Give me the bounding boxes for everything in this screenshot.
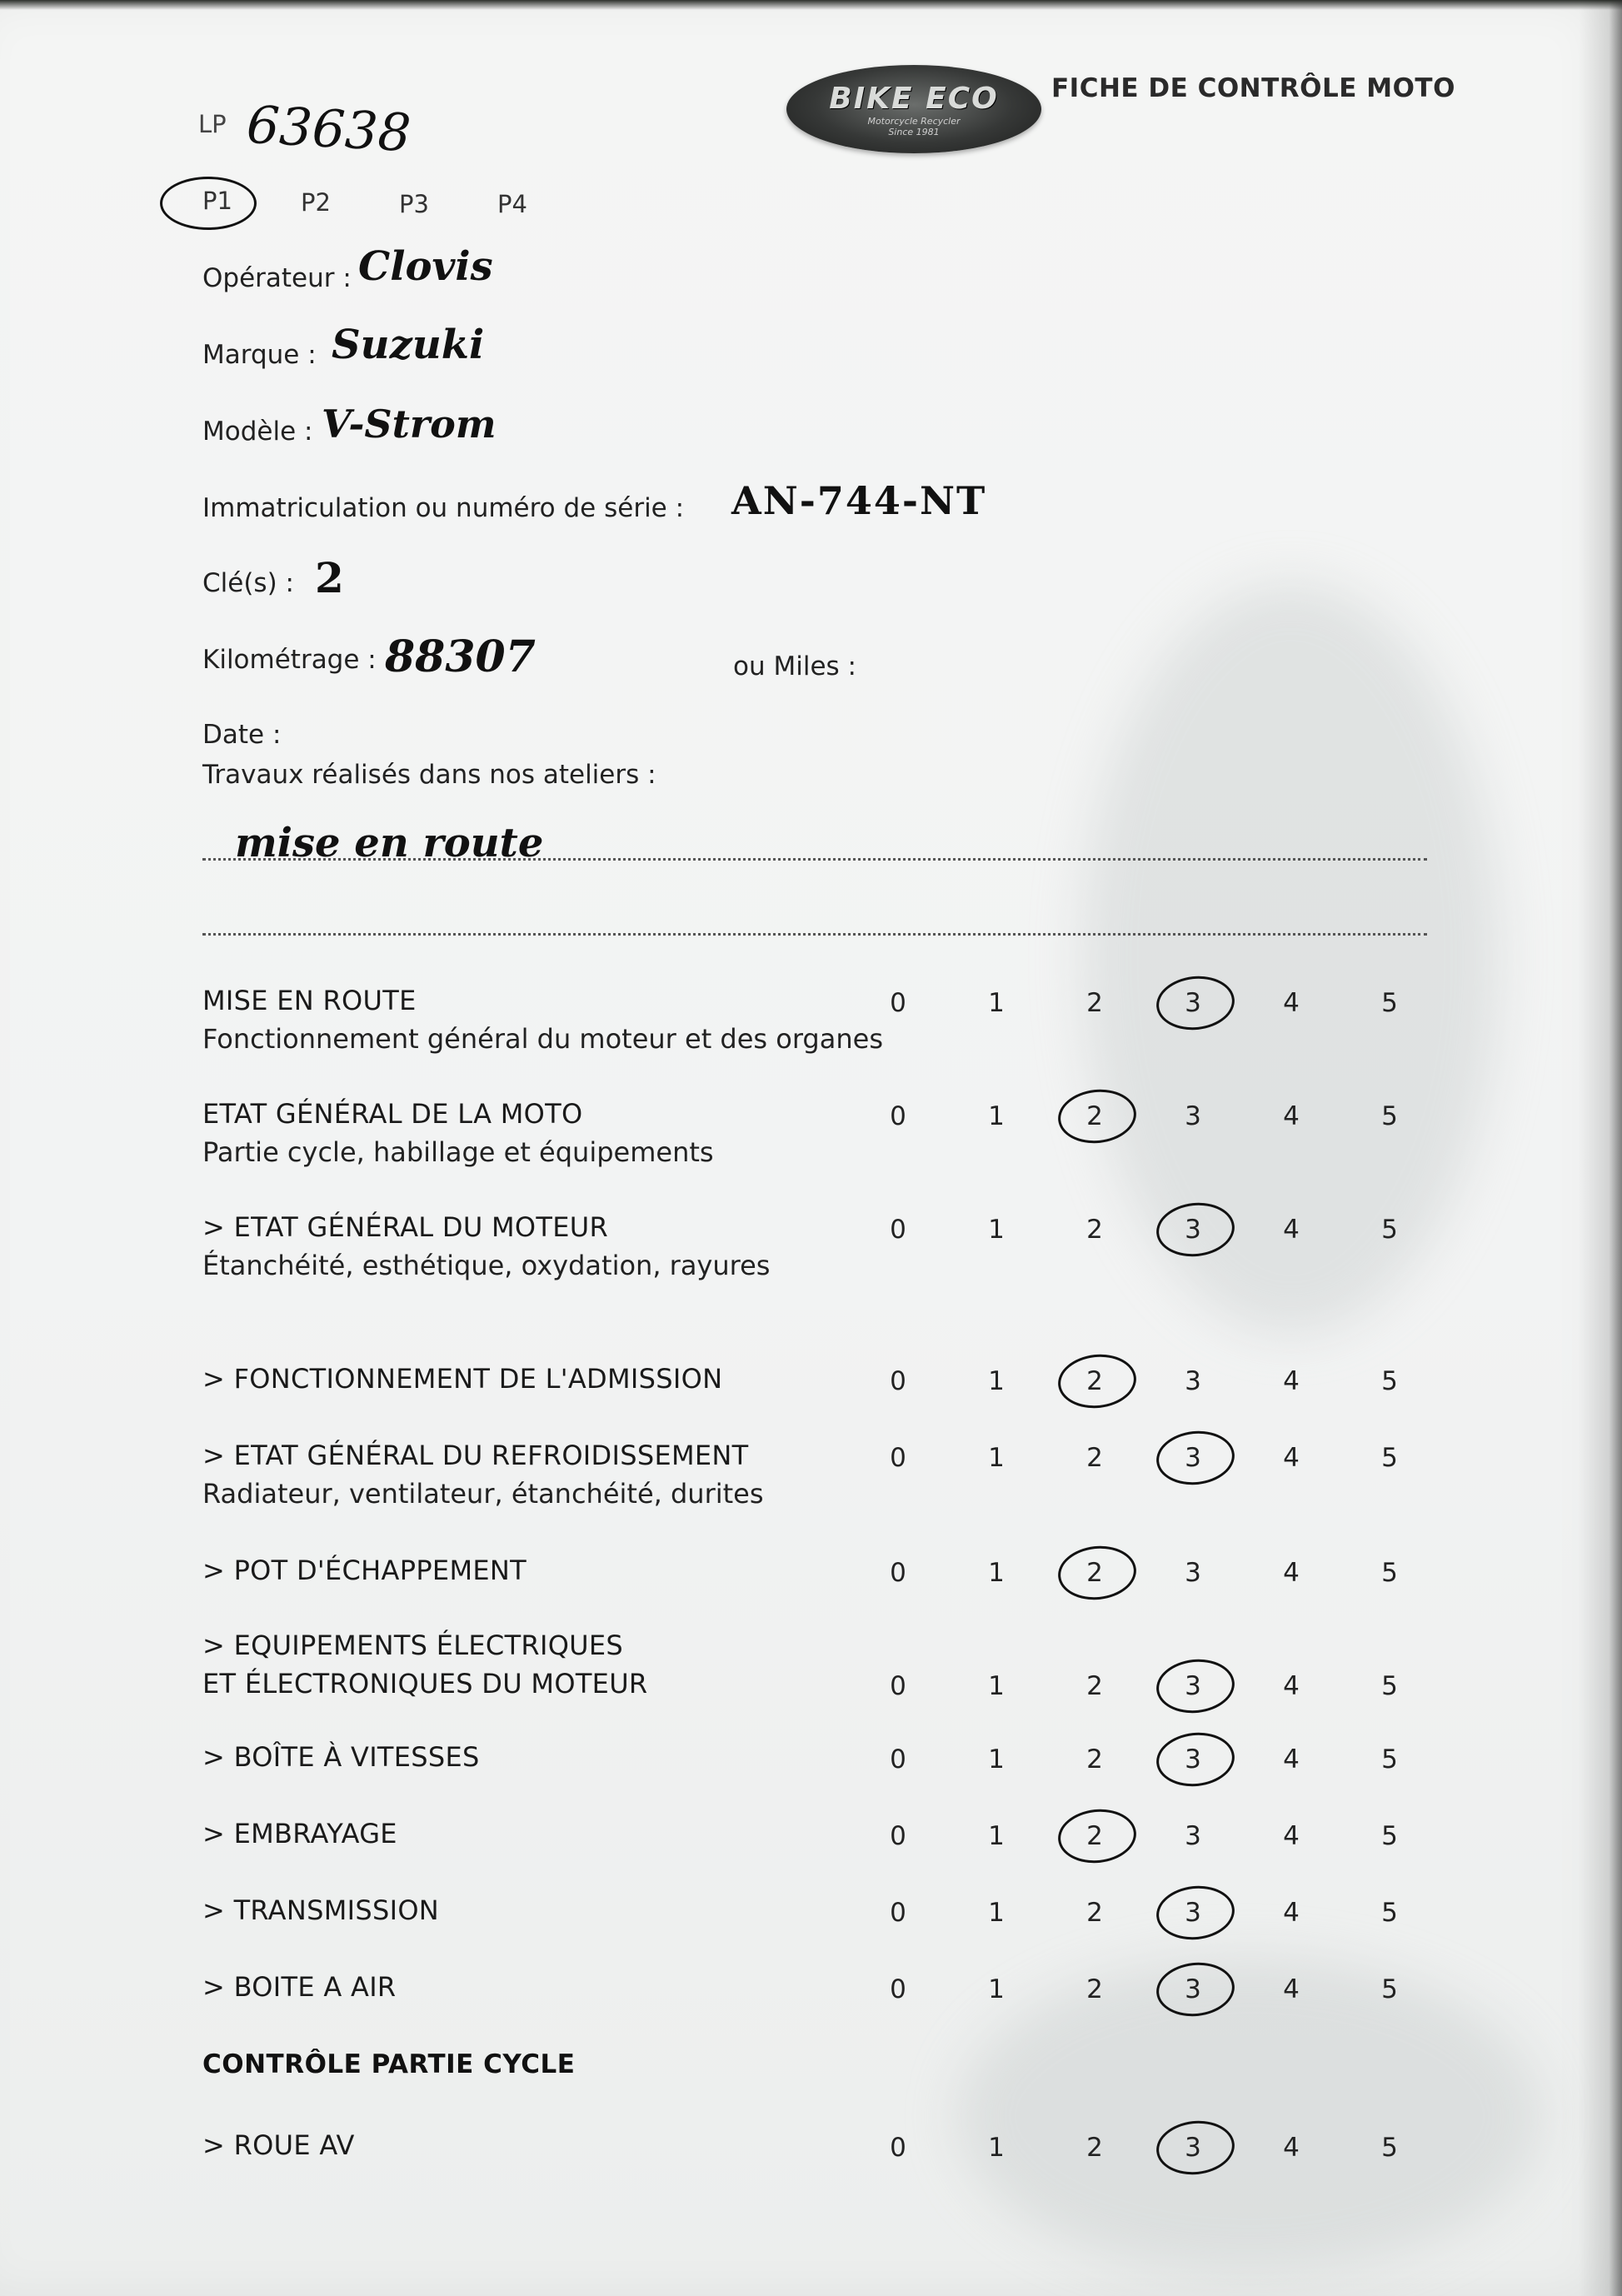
check-subtitle: Partie cycle, habillage et équipements (202, 1136, 714, 1168)
score-option-2[interactable]: 2 (1086, 1821, 1103, 1851)
score-option-3[interactable]: 3 (1185, 1558, 1201, 1588)
selected-score-circle (1056, 1350, 1139, 1411)
score-option-4[interactable]: 4 (1283, 1821, 1300, 1851)
score-option-0[interactable]: 0 (890, 2133, 906, 2163)
score-option-3[interactable]: 3 (1185, 1898, 1201, 1928)
score-option-0[interactable]: 0 (890, 1898, 906, 1928)
check-title: > ROUE AV (202, 2129, 355, 2161)
score-option-5[interactable]: 5 (1381, 1443, 1398, 1473)
logo-name: BIKE ECO (829, 81, 999, 116)
score-option-2[interactable]: 2 (1086, 1443, 1103, 1473)
score-option-1[interactable]: 1 (988, 1215, 1005, 1245)
position-option-p4[interactable]: P4 (497, 190, 527, 218)
selected-score-circle (1154, 1882, 1237, 1943)
score-option-1[interactable]: 1 (988, 1744, 1005, 1774)
score-option-4[interactable]: 4 (1283, 1898, 1300, 1928)
check-subtitle: Fonctionnement général du moteur et des organes (202, 1023, 883, 1055)
position-option-p3[interactable]: P3 (399, 190, 429, 218)
score-option-1[interactable]: 1 (988, 1366, 1005, 1396)
score-option-3[interactable]: 3 (1185, 988, 1201, 1018)
check-subtitle: Étanchéité, esthétique, oxydation, rayures (202, 1250, 771, 1281)
modele-label: Modèle : (202, 417, 313, 447)
score-option-2[interactable]: 2 (1086, 1558, 1103, 1588)
cles-value[interactable]: 2 (315, 553, 344, 602)
score-option-3[interactable]: 3 (1185, 1671, 1201, 1701)
score-option-3[interactable]: 3 (1185, 1443, 1201, 1473)
selected-score-circle (1056, 1805, 1139, 1866)
score-option-2[interactable]: 2 (1086, 1101, 1103, 1131)
score-option-5[interactable]: 5 (1381, 1821, 1398, 1851)
position-option-p2[interactable]: P2 (301, 188, 331, 217)
check-title: ETAT GÉNÉRAL DE LA MOTO (202, 1098, 583, 1130)
selected-score-circle (1154, 1427, 1237, 1488)
date-label: Date : (202, 720, 282, 750)
selected-score-circle (1154, 1655, 1237, 1716)
score-option-0[interactable]: 0 (890, 1671, 906, 1701)
check-title: > BOITE A AIR (202, 1971, 397, 2003)
check-title: MISE EN ROUTE (202, 985, 417, 1016)
check-subtitle: Radiateur, ventilateur, étanchéité, durites (202, 1478, 764, 1510)
score-option-0[interactable]: 0 (890, 988, 906, 1018)
score-option-3[interactable]: 3 (1185, 1101, 1201, 1131)
immatriculation-label: Immatriculation ou numéro de série : (202, 493, 685, 523)
score-option-4[interactable]: 4 (1283, 1443, 1300, 1473)
travaux-label: Travaux réalisés dans nos ateliers : (202, 760, 656, 790)
score-option-2[interactable]: 2 (1086, 1898, 1103, 1928)
cles-label: Clé(s) : (202, 568, 294, 598)
score-option-5[interactable]: 5 (1381, 1558, 1398, 1588)
check-title: > FONCTIONNEMENT DE L'ADMISSION (202, 1363, 723, 1395)
score-option-4[interactable]: 4 (1283, 1744, 1300, 1774)
bike-eco-logo (786, 65, 1041, 153)
score-option-3[interactable]: 3 (1185, 2133, 1201, 2163)
score-option-0[interactable]: 0 (890, 1744, 906, 1774)
operateur-value[interactable]: Clovis (358, 243, 493, 290)
score-option-5[interactable]: 5 (1381, 1744, 1398, 1774)
logo-since: Since 1981 (888, 126, 940, 137)
score-option-0[interactable]: 0 (890, 1366, 906, 1396)
score-option-5[interactable]: 5 (1381, 1101, 1398, 1131)
score-option-4[interactable]: 4 (1283, 1671, 1300, 1701)
selected-score-circle (1154, 1729, 1237, 1789)
score-option-5[interactable]: 5 (1381, 1671, 1398, 1701)
score-option-1[interactable]: 1 (988, 2133, 1005, 2163)
kilometrage-label: Kilométrage : (202, 645, 377, 675)
section-heading-cycle: CONTRÔLE PARTIE CYCLE (202, 2049, 576, 2079)
score-option-1[interactable]: 1 (988, 1101, 1005, 1131)
score-option-1[interactable]: 1 (988, 1671, 1005, 1701)
marque-label: Marque : (202, 340, 317, 370)
lp-number: 63638 (245, 93, 413, 164)
score-option-5[interactable]: 5 (1381, 2133, 1398, 2163)
score-option-4[interactable]: 4 (1283, 1558, 1300, 1588)
score-option-3[interactable]: 3 (1185, 1744, 1201, 1774)
score-option-0[interactable]: 0 (890, 1974, 906, 2004)
score-option-2[interactable]: 2 (1086, 1671, 1103, 1701)
paper-top-edge (0, 0, 1622, 10)
score-option-5[interactable]: 5 (1381, 1215, 1398, 1245)
check-title: > EMBRAYAGE (202, 1818, 397, 1849)
score-option-2[interactable]: 2 (1086, 1744, 1103, 1774)
marque-value[interactable]: Suzuki (332, 322, 485, 368)
check-subtitle: ET ÉLECTRONIQUES DU MOTEUR (202, 1668, 648, 1700)
score-option-5[interactable]: 5 (1381, 1974, 1398, 2004)
score-option-4[interactable]: 4 (1283, 988, 1300, 1018)
score-option-0[interactable]: 0 (890, 1215, 906, 1245)
score-option-3[interactable]: 3 (1185, 1366, 1201, 1396)
glare-shadow (958, 1958, 1541, 2274)
travaux-line-2 (202, 933, 1427, 936)
score-option-2[interactable]: 2 (1086, 988, 1103, 1018)
score-option-4[interactable]: 4 (1283, 1366, 1300, 1396)
score-option-2[interactable]: 2 (1086, 1974, 1103, 2004)
score-option-1[interactable]: 1 (988, 1898, 1005, 1928)
score-option-1[interactable]: 1 (988, 1821, 1005, 1851)
score-option-5[interactable]: 5 (1381, 1898, 1398, 1928)
score-option-4[interactable]: 4 (1283, 1101, 1300, 1131)
kilometrage-value[interactable]: 88307 (385, 631, 536, 682)
position-option-p1[interactable]: P1 (202, 187, 232, 215)
check-title: > TRANSMISSION (202, 1894, 440, 1926)
check-title: > BOÎTE À VITESSES (202, 1741, 480, 1773)
miles-label: ou Miles : (733, 651, 856, 681)
modele-value[interactable]: V-Strom (322, 402, 497, 447)
score-option-0[interactable]: 0 (890, 1443, 906, 1473)
check-title: > ETAT GÉNÉRAL DU MOTEUR (202, 1211, 609, 1243)
score-option-1[interactable]: 1 (988, 988, 1005, 1018)
score-option-3[interactable]: 3 (1185, 1215, 1201, 1245)
document-title: FICHE DE CONTRÔLE MOTO (1051, 73, 1455, 103)
score-option-1[interactable]: 1 (988, 1974, 1005, 2004)
score-option-0[interactable]: 0 (890, 1821, 906, 1851)
score-option-2[interactable]: 2 (1086, 1215, 1103, 1245)
check-title: > POT D'ÉCHAPPEMENT (202, 1555, 527, 1586)
travaux-value[interactable]: mise en route (235, 820, 544, 866)
score-option-2[interactable]: 2 (1086, 2133, 1103, 2163)
score-option-4[interactable]: 4 (1283, 1215, 1300, 1245)
score-option-3[interactable]: 3 (1185, 1821, 1201, 1851)
score-option-3[interactable]: 3 (1185, 1974, 1201, 2004)
selected-score-circle (1056, 1542, 1139, 1603)
score-option-2[interactable]: 2 (1086, 1366, 1103, 1396)
operateur-label: Opérateur : (202, 263, 352, 293)
logo-tagline: Motorcycle Recycler (867, 115, 961, 127)
check-title: > EQUIPEMENTS ÉLECTRIQUES (202, 1630, 624, 1661)
score-option-5[interactable]: 5 (1381, 1366, 1398, 1396)
score-option-0[interactable]: 0 (890, 1101, 906, 1131)
check-title: > ETAT GÉNÉRAL DU REFROIDISSEMENT (202, 1440, 749, 1471)
score-option-0[interactable]: 0 (890, 1558, 906, 1588)
score-option-4[interactable]: 4 (1283, 2133, 1300, 2163)
score-option-1[interactable]: 1 (988, 1443, 1005, 1473)
paper-right-edge (1579, 0, 1622, 2296)
score-option-4[interactable]: 4 (1283, 1974, 1300, 2004)
lp-label: LP (198, 110, 227, 138)
score-option-5[interactable]: 5 (1381, 988, 1398, 1018)
score-option-1[interactable]: 1 (988, 1558, 1005, 1588)
immatriculation-value[interactable]: AN-744-NT (731, 478, 987, 523)
